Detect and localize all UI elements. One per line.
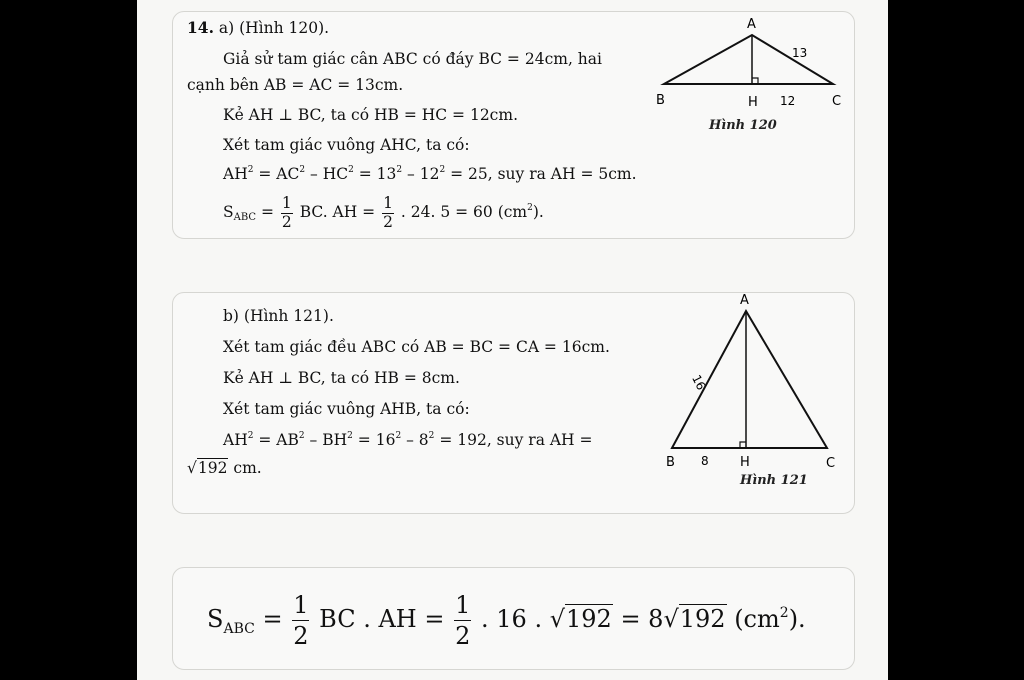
- text-line: Xét tam giác vuông AHC, ta có:: [223, 136, 470, 154]
- vertex-b-label: B: [666, 455, 675, 470]
- fraction: $\frac{1}{2}$: [281, 194, 292, 231]
- equation-line: √192 cm.: [187, 459, 262, 477]
- equation-line: $AH^2 = AC^2 - HC^2 = 13^2 - 12^2 = 25$, suy ra AH = 5cm.: [223, 165, 637, 183]
- text-line: Kẻ AH ⊥ BC, ta có HB = 8cm.: [223, 369, 460, 387]
- radicand: 192: [679, 605, 726, 633]
- area-formula: $S_{ABC}$ = $\frac{1}{2}$ BC. AH = $\frac{1}{2}$ . 24. 5 = 60 $(cm^2)$.: [223, 194, 544, 231]
- vertex-a-label: A: [740, 293, 749, 308]
- segment-hc-label: 12: [780, 94, 796, 108]
- solution-card-c: [172, 567, 855, 670]
- figure-caption: Hình 120: [709, 118, 777, 133]
- text-line: Xét tam giác vuông AHB, ta có:: [223, 400, 470, 418]
- solution-card-a: [172, 11, 855, 239]
- heading-text: a) (Hình 120).: [218, 19, 330, 37]
- equation-line: $AH^2 = AB^2 - BH^2 = 16^2 - 8^2 = 192$, suy ra AH =: [223, 431, 593, 449]
- segment-bh-label: 8: [701, 454, 709, 468]
- vertex-c-label: C: [832, 94, 842, 109]
- vertex-b-label: B: [656, 93, 665, 108]
- heading: [187, 18, 329, 38]
- radicand: 192: [197, 459, 228, 477]
- heading: b) (Hình 121).: [223, 307, 334, 325]
- figure-caption: Hình 121: [740, 473, 808, 488]
- text-line: cạnh bên AB = AC = 13cm.: [187, 76, 404, 94]
- page: [137, 0, 888, 680]
- radicand: 192: [566, 605, 612, 633]
- side-ac-label: 13: [792, 46, 808, 60]
- exercise-number: 14.: [187, 18, 214, 37]
- text-line: Xét tam giác đều ABC có AB = BC = CA = 16cm.: [223, 338, 610, 356]
- vertex-c-label: C: [826, 456, 836, 471]
- vertex-a-label: A: [747, 17, 756, 32]
- side-ab-label: 16: [689, 372, 709, 393]
- fraction: $\frac{1}{2}$: [455, 591, 471, 650]
- foot-h-label: H: [748, 95, 758, 110]
- triangle-abc: [664, 35, 833, 84]
- fraction: $\frac{1}{2}$: [293, 591, 309, 650]
- foot-h-label: H: [740, 455, 750, 470]
- figure-121: [660, 293, 850, 477]
- fraction: $\frac{1}{2}$: [383, 194, 393, 231]
- solution-card-b: [172, 292, 855, 514]
- area-formula: $S_{ABC}$ = $\frac{1}{2}$ BC . AH = $\frac{1}{2}$ . 16 . √192 = 8√192 $(cm^2)$.: [207, 591, 806, 650]
- text-line: Kẻ AH ⊥ BC, ta có HB = HC = 12cm.: [223, 106, 518, 124]
- text-line: Giả sử tam giác cân ABC có đáy BC = 24cm, hai: [223, 50, 602, 68]
